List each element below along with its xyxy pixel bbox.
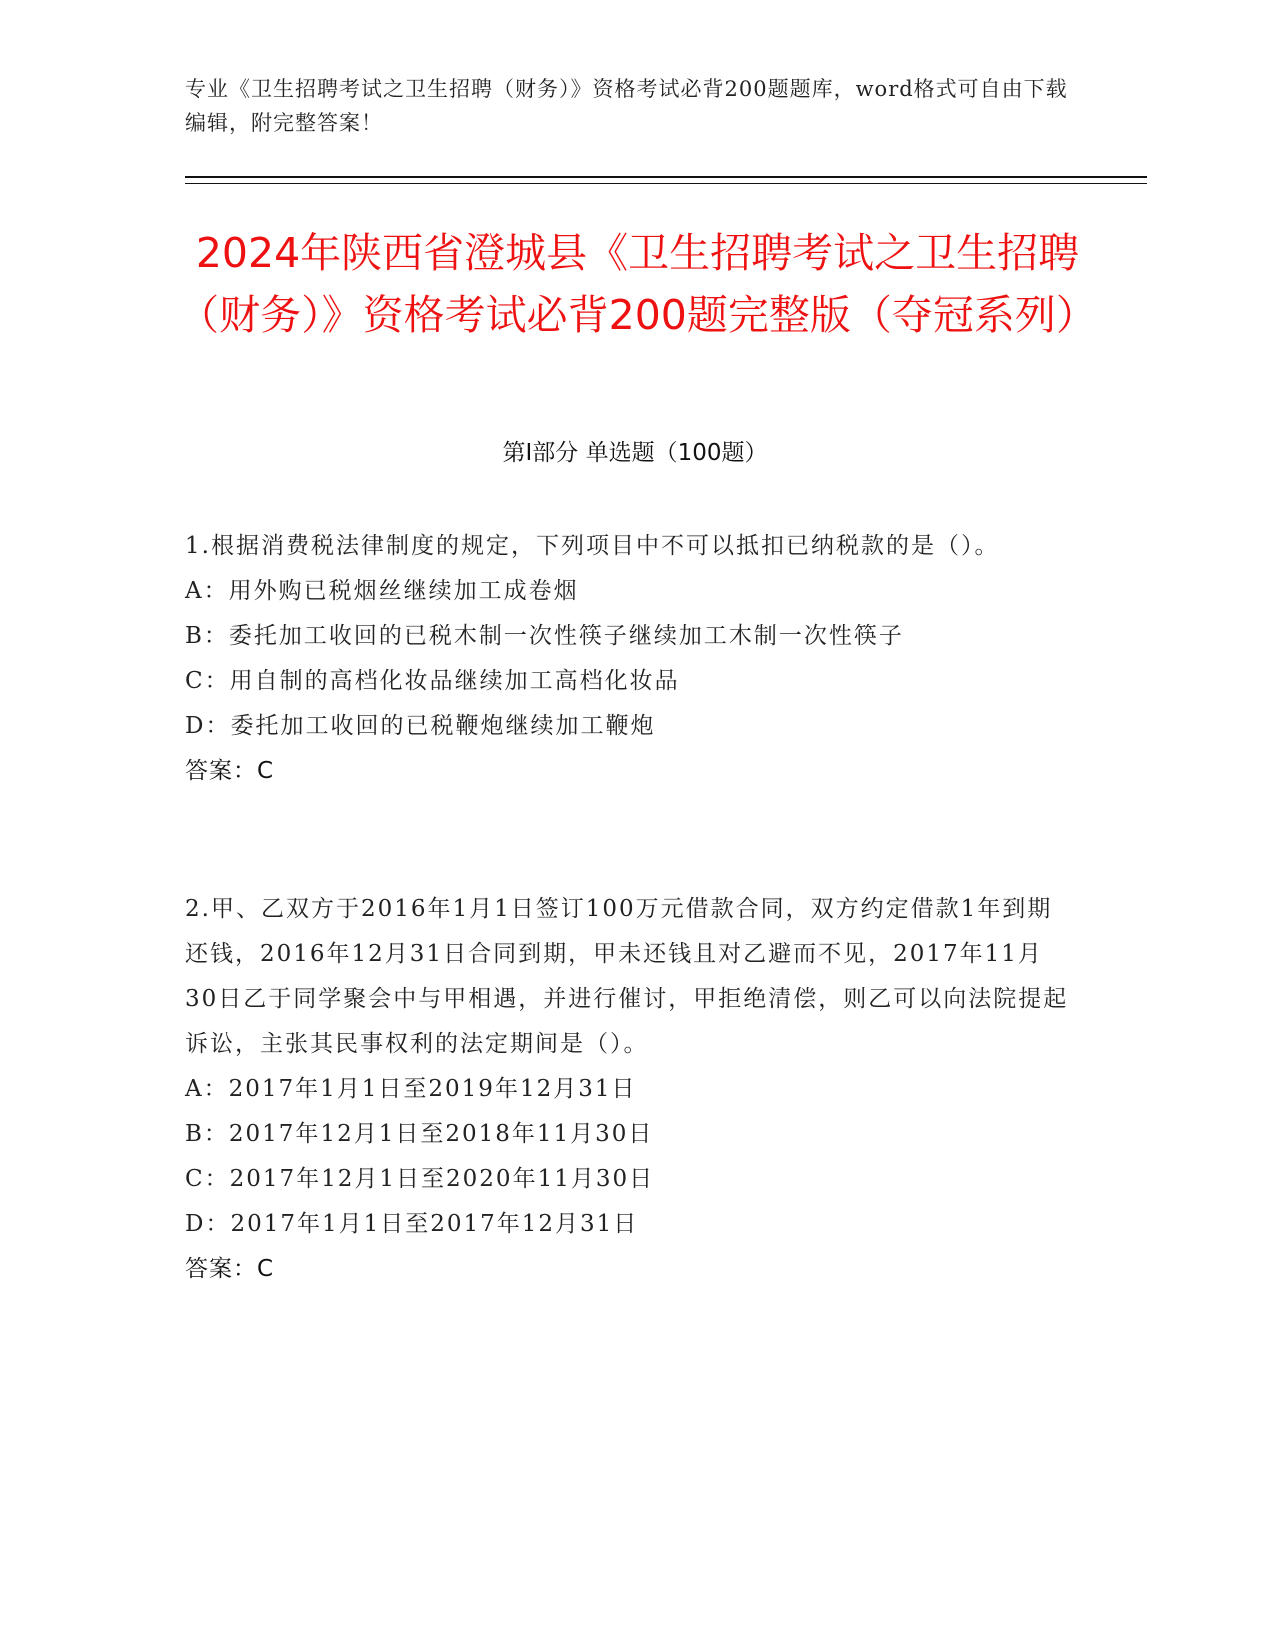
header-note: 专业《卫生招聘考试之卫生招聘（财务）》资格考试必背200题题库，word格式可自由下载编辑，附完整答案！ [185, 77, 1068, 135]
question-text: 2.甲、乙双方于2016年1月1日签订100万元借款合同，双方约定借款1年到期还钱，2016年12月31日合同到期，甲未还钱且对乙避而不见，2017年11月30日乙于同学聚会中与甲相遇，并进行催讨，甲拒绝清偿，则乙可以向法院提起诉讼，主张其民事权利的法定期间是（）。 [185, 896, 1069, 1057]
answer-text: 答案：C [185, 758, 275, 784]
question-text: 1.根据消费税法律制度的规定，下列项目中不可以抵扣已纳税款的是（）。 [185, 533, 1000, 559]
answer-text: 答案：C [185, 1256, 275, 1282]
document-title: 2024年陕西省澄城县《卫生招聘考试之卫生招聘（财务）》资格考试必背200题完整版（夺冠系列） [178, 229, 1097, 339]
question-item [185, 524, 1070, 794]
header-rule-thin [185, 183, 1147, 184]
option-a: A：2017年1月1日至2019年12月31日 [185, 1076, 637, 1102]
question-item [185, 887, 1070, 1292]
option-d: D：2017年1月1日至2017年12月31日 [185, 1211, 639, 1237]
section-title: 第Ⅰ部分 单选题（100题） [502, 440, 768, 466]
header-rule-thick [185, 176, 1147, 178]
option-c: C：用自制的高档化妆品继续加工高档化妆品 [185, 668, 680, 694]
option-b: B：委托加工收回的已税木制一次性筷子继续加工木制一次性筷子 [185, 623, 904, 649]
option-b: B：2017年12月1日至2018年11月30日 [185, 1121, 654, 1147]
option-c: C：2017年12月1日至2020年11月30日 [185, 1166, 655, 1192]
option-a: A：用外购已税烟丝继续加工成卷烟 [185, 578, 579, 604]
option-d: D：委托加工收回的已税鞭炮继续加工鞭炮 [185, 713, 656, 739]
